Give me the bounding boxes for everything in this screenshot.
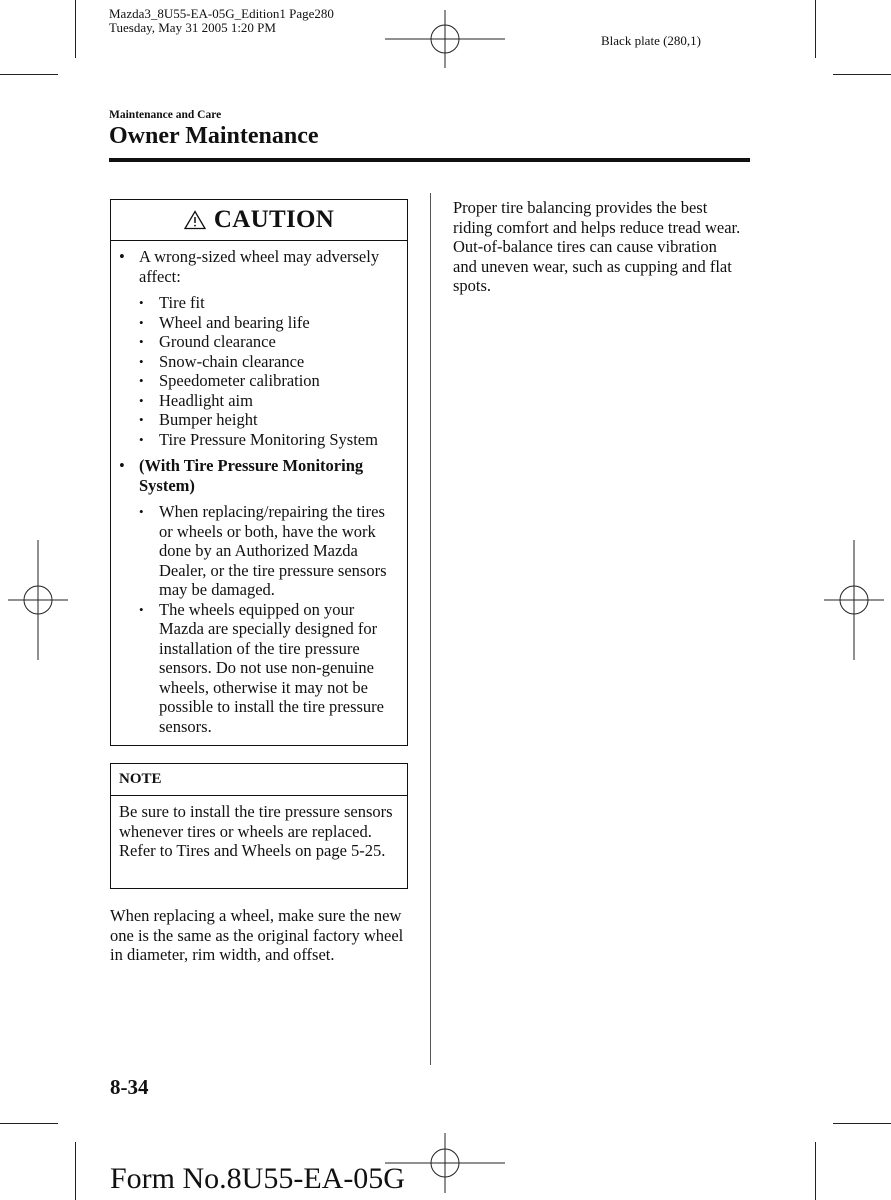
list-item bbox=[139, 391, 397, 411]
form-number: Form No.8U55-EA-05G bbox=[110, 1162, 405, 1195]
bullet-icon: • bbox=[139, 431, 144, 447]
bullet-icon: • bbox=[139, 601, 144, 617]
caution-title: CAUTION bbox=[213, 206, 335, 233]
caution-header bbox=[111, 200, 407, 241]
crop-mark bbox=[0, 74, 58, 75]
section-label: Maintenance and Care bbox=[109, 109, 222, 121]
list-item-text: Wheel and bearing life bbox=[159, 312, 310, 332]
column-divider bbox=[430, 193, 431, 1065]
caution-box bbox=[110, 199, 408, 746]
list-item bbox=[139, 502, 397, 600]
list-item bbox=[139, 332, 397, 352]
caution-item bbox=[119, 456, 397, 495]
page-number: 8-34 bbox=[110, 1075, 149, 1099]
body-paragraph-right: Proper tire balancing provides the best riding comfort and helps reduce tread wear. Out-of-balance tires can cause vibration and uneven wear, such as cupping and flat spots. bbox=[453, 198, 741, 295]
bullet-icon: • bbox=[139, 412, 144, 427]
bullet-icon: • bbox=[139, 504, 144, 519]
caution-item-text: A wrong-sized wheel may adversely affect: bbox=[139, 247, 380, 286]
list-item-text: Ground clearance bbox=[159, 332, 276, 351]
list-item-text: Tire fit bbox=[159, 293, 205, 312]
caution-sublist bbox=[139, 502, 397, 736]
list-item bbox=[139, 293, 397, 313]
registration-mark-left bbox=[8, 540, 68, 660]
registration-mark-right bbox=[824, 540, 884, 660]
note-label: NOTE bbox=[111, 764, 407, 796]
title-rule bbox=[109, 158, 750, 162]
plate-info bbox=[109, 7, 334, 35]
bullet-icon: • bbox=[119, 456, 125, 475]
warning-triangle-icon bbox=[184, 210, 206, 230]
list-item bbox=[139, 313, 397, 333]
bullet-icon: • bbox=[139, 392, 144, 408]
plate-label: Black plate (280,1) bbox=[601, 33, 701, 48]
registration-mark-top bbox=[385, 10, 505, 68]
plate-info-line2: Tuesday, May 31 2005 1:20 PM bbox=[109, 20, 276, 35]
crop-mark bbox=[0, 1123, 58, 1124]
bullet-icon: • bbox=[139, 314, 144, 330]
list-item-text: When replacing/repairing the tires or wheels or both, have the work done by an Authorized Mazda Dealer, or the tire pressure sensors may be damaged. bbox=[159, 502, 387, 599]
crop-mark bbox=[815, 1142, 816, 1200]
list-item-text: Headlight aim bbox=[159, 390, 253, 410]
list-item bbox=[139, 410, 397, 430]
bullet-icon: • bbox=[139, 373, 144, 388]
list-item-text: Snow-chain clearance bbox=[159, 351, 305, 371]
list-item bbox=[139, 371, 397, 391]
caution-body bbox=[111, 241, 407, 736]
list-item bbox=[139, 430, 397, 450]
list-item-text: The wheels equipped on your Mazda are specially designed for installation of the tire pressure sensors. Do not use non-genuine wheels, otherwise it may not be possible to install the tire pressure sensors. bbox=[159, 599, 384, 736]
page-title: Owner Maintenance bbox=[109, 123, 319, 149]
crop-mark bbox=[75, 1142, 76, 1200]
crop-mark bbox=[833, 1123, 891, 1124]
crop-mark bbox=[833, 74, 891, 75]
list-item bbox=[139, 352, 397, 372]
bullet-icon: • bbox=[139, 334, 144, 349]
note-box bbox=[110, 763, 408, 889]
caution-sublist bbox=[139, 293, 397, 449]
bullet-icon: • bbox=[139, 353, 144, 369]
bullet-icon: • bbox=[139, 295, 144, 310]
list-item-text: Bumper height bbox=[159, 410, 258, 429]
list-item bbox=[139, 600, 397, 737]
crop-mark bbox=[75, 0, 76, 58]
list-item-text: Speedometer calibration bbox=[159, 371, 320, 390]
plate-info-line1: Mazda3_8U55-EA-05G_Edition1 Page280 bbox=[109, 6, 334, 21]
crop-mark bbox=[815, 0, 816, 58]
caution-item-text: (With Tire Pressure Monitoring System) bbox=[139, 456, 364, 495]
list-item-text: Tire Pressure Monitoring System bbox=[159, 429, 378, 449]
note-text: Be sure to install the tire pressure sensors whenever tires or wheels are replaced. Refer to Tires and Wheels on page 5-25. bbox=[119, 802, 393, 860]
caution-item bbox=[119, 247, 397, 286]
body-paragraph-left: When replacing a wheel, make sure the new one is the same as the original factory wheel in diameter, rim width, and offset. bbox=[110, 906, 404, 964]
bullet-icon: • bbox=[119, 247, 125, 266]
